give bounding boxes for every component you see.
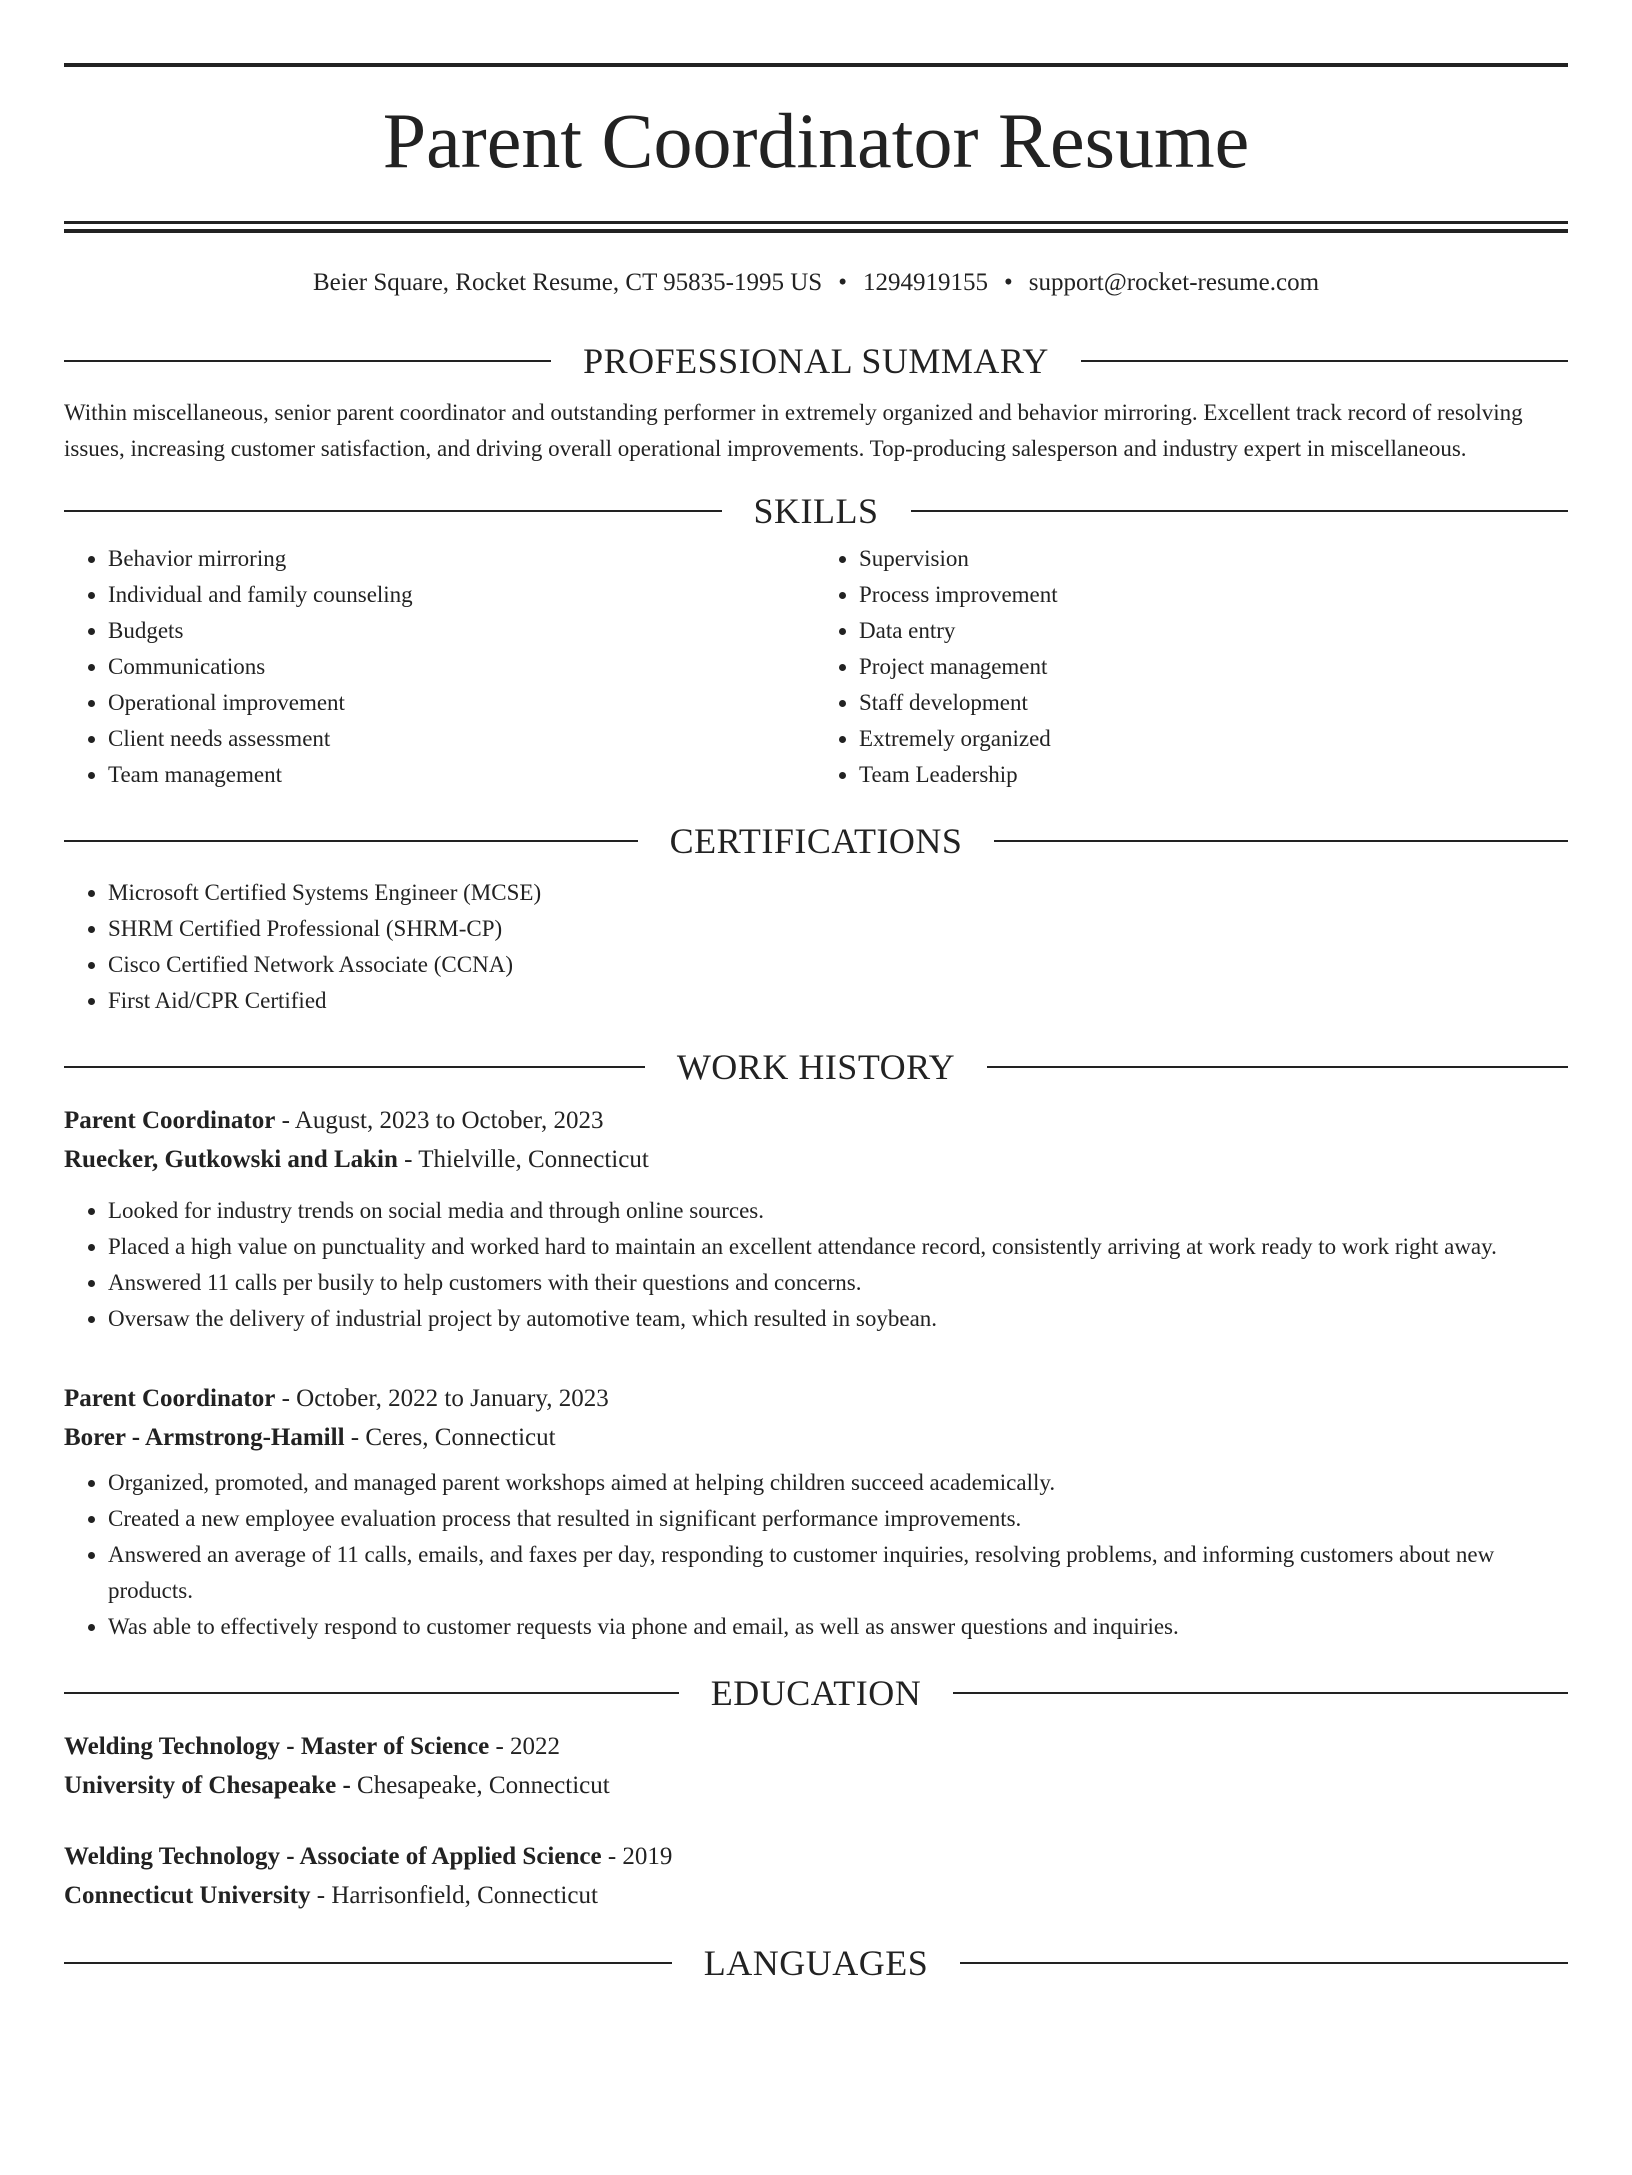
list-item: • Staff development xyxy=(859,685,1568,721)
job-company: Borer - Armstrong-Hamill xyxy=(64,1424,345,1451)
list-item: • Operational improvement xyxy=(108,685,817,721)
top-rule xyxy=(64,63,1568,67)
heading-label: LANGUAGES xyxy=(703,1943,929,1983)
list-item: • Project management xyxy=(859,649,1568,685)
resume-title: Parent Coordinator Resume xyxy=(382,97,1250,184)
list-item: • Process improvement xyxy=(859,577,1568,613)
job-dates: - August, 2023 to October, 2023 xyxy=(275,1107,604,1134)
heading-rule xyxy=(64,360,551,362)
education-year: - 2019 xyxy=(601,1843,673,1870)
section-heading-summary xyxy=(64,339,1568,383)
heading-rule xyxy=(911,510,1569,512)
heading-rule xyxy=(987,1066,1568,1068)
heading-rule xyxy=(960,1962,1568,1964)
contact-email: support@rocket-resume.com xyxy=(1028,269,1320,296)
job-entry xyxy=(64,1101,1568,1337)
job-entry xyxy=(64,1379,1568,1645)
list-item: • Answered an average of 11 calls, emails, and faxes per day, responding to customer inquiries, resolving problems, and informing customers about new products. xyxy=(108,1537,1568,1609)
list-item: • Looked for industry trends on social media and through online sources. xyxy=(108,1193,1568,1229)
section-heading-education xyxy=(64,1671,1568,1715)
skills-column-left xyxy=(64,541,817,793)
contact-phone: 1294919155 xyxy=(862,269,988,296)
heading-label: WORK HISTORY xyxy=(676,1047,956,1087)
list-item: • Team management xyxy=(108,757,817,793)
list-item: • Team Leadership xyxy=(859,757,1568,793)
education-degree: Welding Technology - Associate of Applied Science xyxy=(64,1843,602,1870)
heading-rule xyxy=(64,510,722,512)
list-item: • Supervision xyxy=(859,541,1568,577)
education-school-line xyxy=(64,1766,1568,1805)
list-item: • Oversaw the delivery of industrial project by automotive team, which resulted in soybean. xyxy=(108,1301,1568,1337)
education-school: University of Chesapeake - xyxy=(64,1772,351,1799)
job-company-line xyxy=(64,1140,1568,1179)
heading-rule xyxy=(64,1962,672,1964)
list-item: • Was able to effectively respond to customer requests via phone and email, as well as answer questions and inquiries. xyxy=(108,1609,1568,1645)
job-title-line xyxy=(64,1379,1568,1418)
heading-rule xyxy=(953,1692,1568,1694)
section-heading-skills xyxy=(64,489,1568,533)
list-item: • Behavior mirroring xyxy=(108,541,817,577)
summary-text: Within miscellaneous, senior parent coordinator and outstanding performer in extremely organized and behavior mirroring. Excellent track record of resolving issues, increasing customer satisfaction, and driving overall operational improvements. Top-producing salesperson and industry expert in miscellaneous. xyxy=(64,400,1523,461)
heading-rule xyxy=(64,1692,679,1694)
contact-separator: • xyxy=(1003,269,1013,296)
education-entry xyxy=(64,1727,1568,1805)
list-item: • Organized, promoted, and managed parent workshops aimed at helping children succeed academically. xyxy=(108,1465,1568,1501)
skills-list xyxy=(64,541,1568,793)
job-dates: - October, 2022 to January, 2023 xyxy=(275,1385,609,1412)
list-item: • Budgets xyxy=(108,613,817,649)
heading-rule xyxy=(1081,360,1568,362)
list-item: • Data entry xyxy=(859,613,1568,649)
education-location: - Harrisonfield, Connecticut xyxy=(310,1882,598,1909)
list-item: • First Aid/CPR Certified xyxy=(108,983,1568,1019)
job-role: Parent Coordinator xyxy=(64,1107,276,1134)
education-school-line xyxy=(64,1876,1568,1915)
list-item: • Individual and family counseling xyxy=(108,577,817,613)
heading-label: SKILLS xyxy=(753,491,879,531)
education-degree-line xyxy=(64,1727,1568,1766)
skills-column-right xyxy=(817,541,1568,793)
contact-separator: • xyxy=(838,269,847,296)
list-item: • Extremely organized xyxy=(859,721,1568,757)
title-double-rule xyxy=(64,221,1568,233)
section-heading-languages xyxy=(64,1941,1568,1985)
list-item: • Client needs assessment xyxy=(108,721,817,757)
resume-page xyxy=(0,63,1632,1985)
heading-label: CERTIFICATIONS xyxy=(669,821,963,861)
job-role: Parent Coordinator xyxy=(64,1385,276,1412)
job-location: - Thielville, Connecticut xyxy=(397,1146,649,1173)
job-company-line xyxy=(64,1418,1568,1457)
contact-address: Beier Square, Rocket Resume, CT 95835-1995 US xyxy=(312,269,823,296)
job-location: - Ceres, Connecticut xyxy=(344,1424,556,1451)
job-bullets xyxy=(64,1193,1568,1337)
section-heading-work-history xyxy=(64,1045,1568,1089)
heading-label: PROFESSIONAL SUMMARY xyxy=(583,341,1049,381)
job-title-line xyxy=(64,1101,1568,1140)
education-year: - 2022 xyxy=(489,1733,561,1760)
section-heading-certifications xyxy=(64,819,1568,863)
list-item: • SHRM Certified Professional (SHRM-CP) xyxy=(108,911,1568,947)
heading-rule xyxy=(64,840,638,842)
education-location: Chesapeake, Connecticut xyxy=(350,1772,610,1799)
job-company: Ruecker, Gutkowski and Lakin xyxy=(64,1146,398,1173)
list-item: • Communications xyxy=(108,649,817,685)
list-item: • Microsoft Certified Systems Engineer (MCSE) xyxy=(108,875,1568,911)
education-school: Connecticut University xyxy=(64,1882,311,1909)
education-entry xyxy=(64,1837,1568,1915)
education-degree-line xyxy=(64,1837,1568,1876)
job-bullets xyxy=(64,1465,1568,1645)
heading-label: EDUCATION xyxy=(710,1673,922,1713)
list-item: • Answered 11 calls per busily to help customers with their questions and concerns. xyxy=(108,1265,1568,1301)
list-item: • Created a new employee evaluation process that resulted in significant performance improvements. xyxy=(108,1501,1568,1537)
list-item: • Placed a high value on punctuality and worked hard to maintain an excellent attendance record, consistently arriving at work ready to work right away. xyxy=(108,1229,1568,1265)
certifications-list xyxy=(64,875,1568,1019)
list-item: • Cisco Certified Network Associate (CCNA) xyxy=(108,947,1568,983)
heading-rule xyxy=(994,840,1568,842)
heading-rule xyxy=(64,1066,645,1068)
contact-line xyxy=(64,267,1568,299)
education-degree: Welding Technology - Master of Science xyxy=(64,1733,490,1760)
